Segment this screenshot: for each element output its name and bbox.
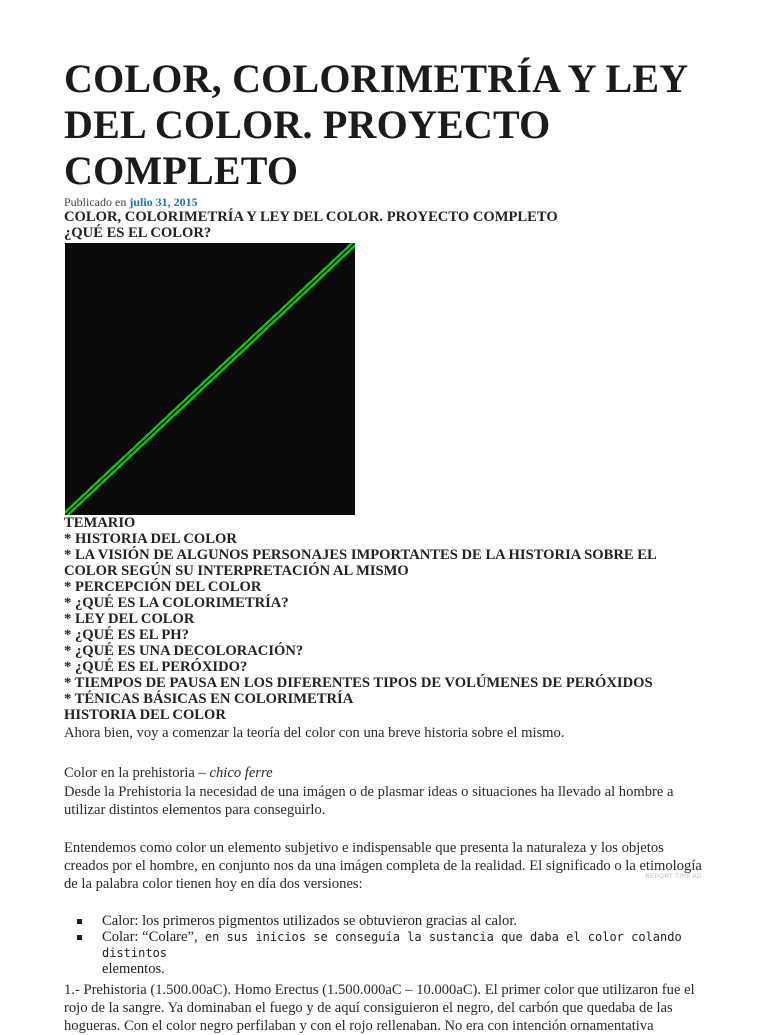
- prehistoria-text: Desde la Prehistoria la necesidad de una imágen o de plasmar ideas o situaciones ha llevado al hombre a utilizar distintos elementos para conseguirlo.: [64, 784, 674, 818]
- post-date-link[interactable]: julio 31, 2015: [129, 195, 198, 209]
- list-item: Calor: los primeros pigmentos utilizados se obtuvieron gracias al calor.: [102, 913, 704, 929]
- post-meta: [64, 195, 704, 209]
- color-spectrum-image: [65, 243, 355, 515]
- historia-intro: Ahora bien, voy a comenzar la teoría del color con una breve historia sobre el mismo.: [64, 725, 565, 741]
- list-item: Colar: “Colare”, en sus inicios se conseguía la sustancia que daba el color colando distintos elementos.: [102, 929, 704, 977]
- temario-item: * TIEMPOS DE PAUSA EN LOS DIFERENTES TIPOS DE VOLÚMENES DE PERÓXIDOS: [64, 675, 653, 691]
- temario-item: * ¿QUÉ ES UNA DECOLORACIÓN?: [64, 643, 304, 659]
- temario-item: * ¿QUÉ ES LA COLORIMETRÍA?: [64, 595, 289, 611]
- temario-section: [64, 515, 704, 723]
- historia-heading: HISTORIA DEL COLOR: [64, 707, 226, 723]
- etimologia-paragraph: Entendemos como color un elemento subjetivo e indispensable que presenta la naturaleza y los objetos creados por el hombre, en conjunto nos da una imágen completa de la realidad. El significado o la etimología de la palabra color tienen hoy en día dos versiones:: [64, 840, 702, 892]
- temario-item: * PERCEPCIÓN DEL COLOR: [64, 579, 262, 595]
- temario-item: * LA VISIÓN DE ALGUNOS PERSONAJES IMPORTANTES DE LA HISTORIA SOBRE EL: [64, 547, 657, 563]
- meta-prefix: Publicado en: [64, 195, 127, 209]
- temario-item: * HISTORIA DEL COLOR: [64, 531, 237, 547]
- question-heading: ¿QUÉ ES EL COLOR?: [64, 225, 212, 241]
- prehistoria-paragraph: [64, 763, 704, 783]
- temario-item: * LEY DEL COLOR: [64, 611, 195, 627]
- prehistoria-label: Color en la prehistoria –: [64, 765, 206, 781]
- prehistoria-author: chico ferre: [209, 765, 273, 781]
- temario-heading: TEMARIO: [64, 515, 136, 531]
- subtitle: COLOR, COLORIMETRÍA Y LEY DEL COLOR. PROYECTO COMPLETO: [64, 209, 558, 225]
- report-ad-link[interactable]: REPORT THIS AD: [645, 874, 702, 880]
- temario-item: * ¿QUÉ ES EL PERÓXIDO?: [64, 659, 248, 675]
- temario-item: COLOR SEGÚN SU INTERPRETACIÓN AL MISMO: [64, 563, 409, 579]
- temario-item: * ¿QUÉ ES EL PH?: [64, 627, 189, 643]
- temario-item: * TÉNICAS BÁSICAS EN COLORIMETRÍA: [64, 691, 354, 707]
- page-title: COLOR, COLORIMETRÍA Y LEY DEL COLOR. PROYECTO COMPLETO: [64, 56, 687, 193]
- prehistoria-detail-paragraph: 1.- Prehistoria (1.500.00aC). Homo Erectus (1.500.000aC – 10.000aC). El primer color que utilizaron fue el rojo de la sangre. Ya dominaban el fuego y de aquí consiguieron el negro, del carbón que quedaba de las hogueras. Con el color negro perfilaban y con el rojo rellenaban. No era con intención ornamentativa: [64, 982, 695, 1034]
- etimologia-list: [64, 913, 704, 977]
